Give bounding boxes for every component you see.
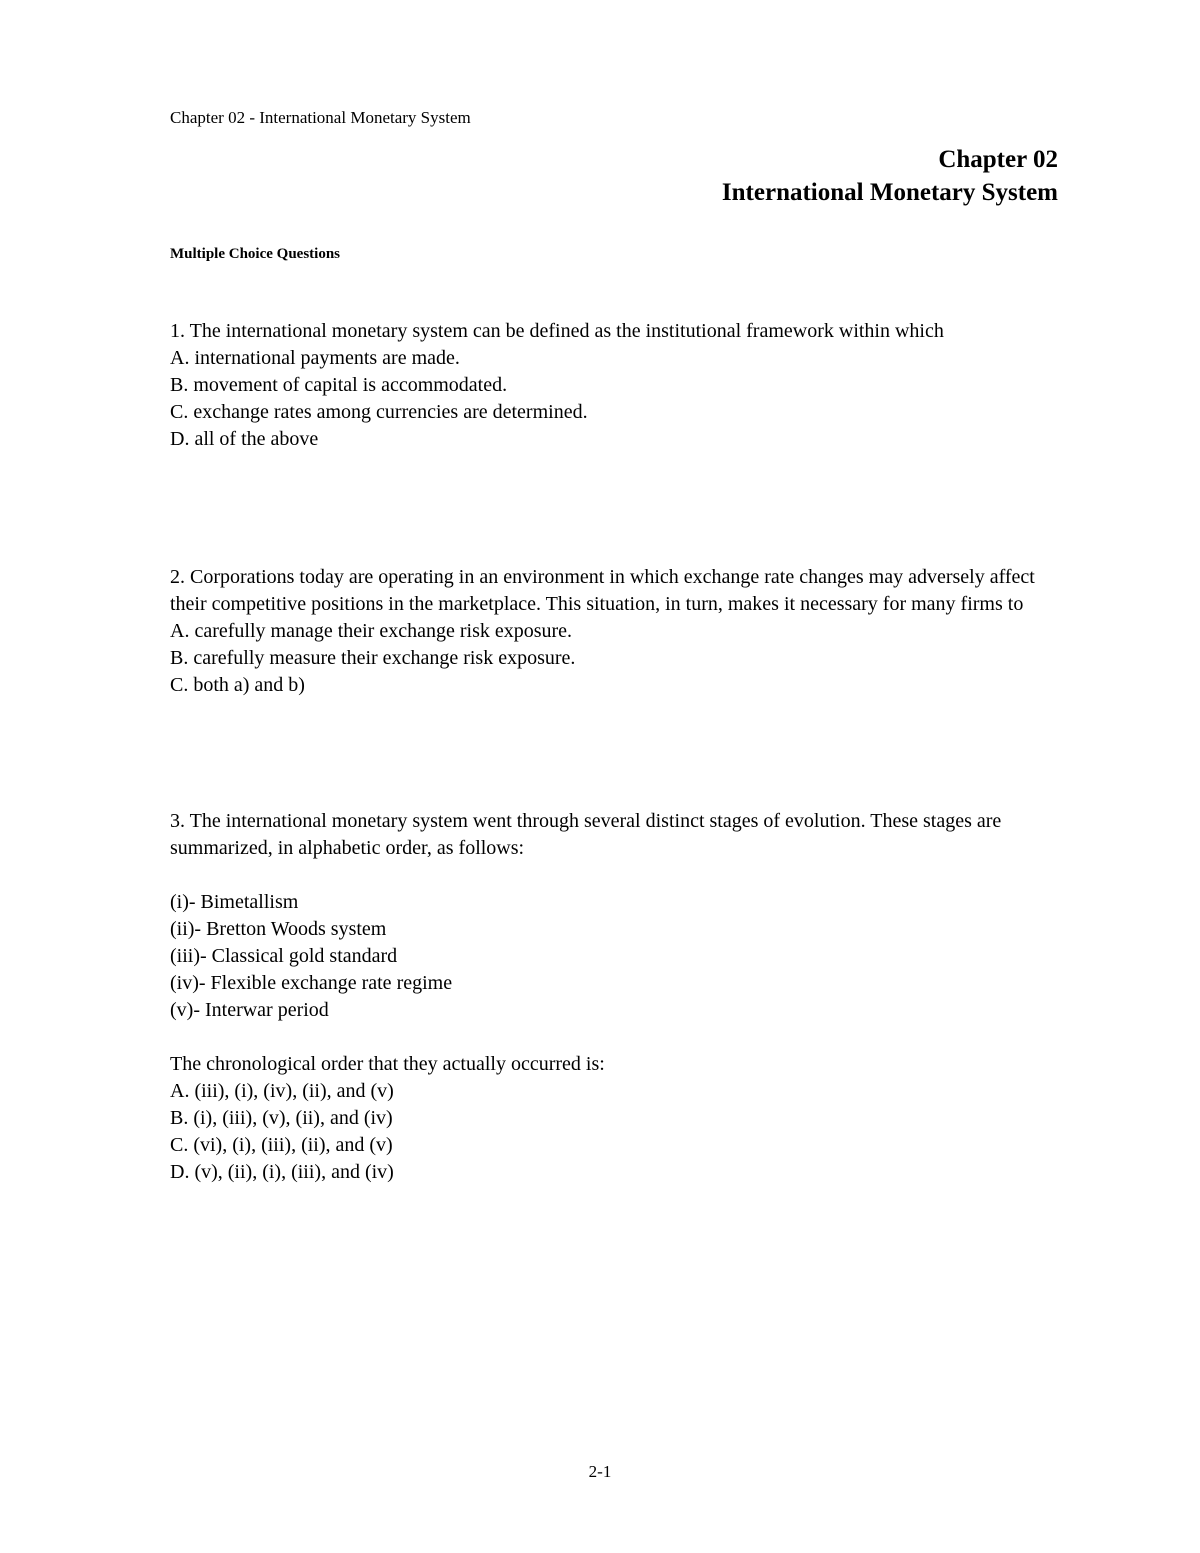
page-number: 2-1 (588, 1462, 612, 1481)
stage-item: (i)- Bimetallism (170, 891, 299, 913)
answer-option-a: A. international payments are made. (170, 347, 460, 369)
answer-option-b: B. movement of capital is accommodated. (170, 374, 508, 396)
answer-option-c: C. exchange rates among currencies are determined. (170, 401, 588, 423)
answer-option-c: C. (vi), (i), (iii), (ii), and (v) (170, 1134, 393, 1156)
answer-option-d: D. all of the above (170, 428, 319, 450)
question-prompt: The chronological order that they actually occurred is: (170, 1053, 605, 1075)
stage-item: (v)- Interwar period (170, 999, 329, 1021)
stage-item: (iv)- Flexible exchange rate regime (170, 972, 453, 994)
question-3 (170, 808, 1060, 1186)
spacer (170, 1024, 1060, 1051)
question-1 (170, 318, 1060, 453)
stage-item: (iii)- Classical gold standard (170, 945, 398, 967)
answer-option-b: B. (i), (iii), (v), (ii), and (iv) (170, 1107, 393, 1129)
chapter-name: International Monetary System (721, 179, 1058, 206)
question-stem: 1. The international monetary system can be defined as the institutional framework within which (170, 320, 944, 342)
chapter-title-block (722, 143, 1058, 209)
answer-option-d: D. (v), (ii), (i), (iii), and (iv) (170, 1161, 394, 1183)
answer-option-c: C. both a) and b) (170, 674, 305, 696)
running-header: Chapter 02 - International Monetary System (170, 108, 471, 127)
answer-option-a: A. carefully manage their exchange risk exposure. (170, 620, 573, 642)
question-stem: 2. Corporations today are operating in an environment in which exchange rate changes may adversely affect their competitive positions in the marketplace. This situation, in turn, makes it necessary for many firms to (170, 566, 1035, 615)
question-stem: 3. The international monetary system went through several distinct stages of evolution. These stages are summarized, in alphabetic order, as follows: (170, 810, 1002, 859)
chapter-number: Chapter 02 (938, 146, 1058, 173)
spacer (170, 862, 1060, 889)
section-label: Multiple Choice Questions (170, 246, 341, 262)
question-2 (170, 564, 1060, 699)
answer-option-b: B. carefully measure their exchange risk exposure. (170, 647, 576, 669)
answer-option-a: A. (iii), (i), (iv), (ii), and (v) (170, 1080, 394, 1102)
stage-item: (ii)- Bretton Woods system (170, 918, 387, 940)
